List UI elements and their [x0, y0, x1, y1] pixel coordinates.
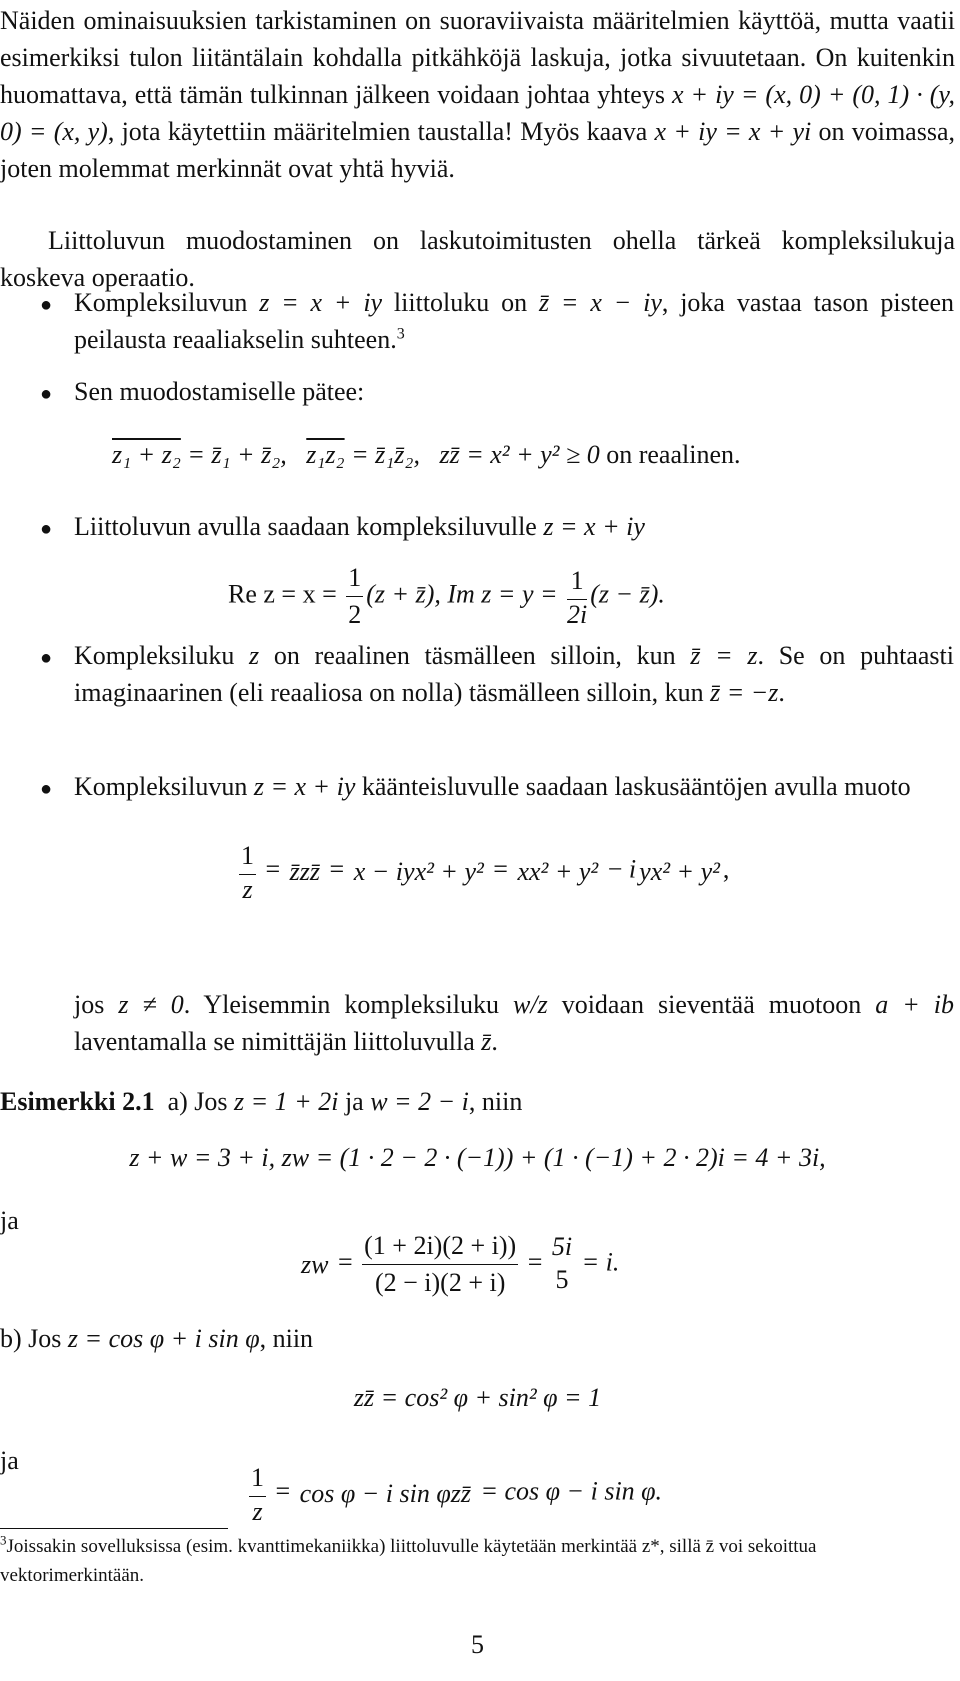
math-inline: z̄ [481, 1027, 492, 1056]
list-item-real-imaginary [74, 637, 954, 711]
math-inline: x + iy = (x, 0) + (0, 1) · (y, 0) = (x, y) [0, 80, 955, 146]
fraction: $\frac{1}{2i}$ [567, 563, 587, 630]
bullet-icon: ● [40, 383, 53, 405]
text-run: ja [338, 1087, 371, 1116]
bullet-icon: ● [40, 518, 53, 540]
math-inline: w/z [513, 990, 548, 1019]
example-heading-line [0, 1083, 955, 1120]
footnote-marker: 3 [0, 1532, 7, 1548]
math-term: zz̄ = x² + y² ≥ 0 [439, 440, 600, 469]
fraction: $\frac{(1 + 2i)(2 + i))}{(2 - i)(2 + i)}$ [362, 1228, 518, 1301]
connector-ja: ja [0, 1446, 19, 1475]
bullet-icon: ● [40, 647, 53, 669]
text-run: . [491, 1027, 498, 1056]
list-item-conjugate [74, 284, 954, 358]
text-run: käänteisluvulle saadaan laskusääntöjen avulla muoto [355, 772, 911, 801]
text-run: jos [74, 990, 119, 1019]
text-run: on voimassa, joten molemmat merkinnät ovat yhtä hyviä. [0, 117, 955, 183]
fraction: $\frac{1}{z}$ [249, 1460, 266, 1527]
fraction: xx² + y² [517, 856, 599, 886]
footnote-text: Joissakin sovelluksissa (esim. kvanttimekaniikka) liittoluvulle käytetään merkintää z*, sillä z̄ voi sekoittua vektorimerkintään. [0, 1536, 817, 1586]
text-run: Kompleksiluvun [74, 772, 254, 801]
math-term: z₁ + z₂ [112, 440, 181, 469]
text-run: on reaalinen. [599, 440, 741, 469]
text-run: , niin [468, 1087, 523, 1116]
list-item-re-im [74, 508, 954, 545]
math-term: Re z = x = [228, 579, 344, 609]
math-inline: z = 1 + 2i [234, 1087, 339, 1116]
fraction: zw [301, 1249, 329, 1279]
text-run: . [778, 678, 785, 707]
fraction: $\frac{1}{z}$ [239, 838, 256, 905]
math-inline: z ≠ 0 [118, 990, 184, 1019]
math-term: (z − z̄). [590, 579, 665, 609]
text-run: , jota käytettiin määritelmien taustalla! Myös kaava [107, 117, 655, 146]
text-run: , joka vastaa tason pisteen peilausta reaaliakselin suhteen. [74, 288, 954, 354]
fraction: yx² + y² [639, 856, 720, 886]
equation-example-a1: z + w = 3 + i, zw = (1 · 2 − 2 · (−1)) + (1 · (−1) + 2 · 2)i = 4 + 3i, [129, 1143, 826, 1172]
math-inline: z = x + iy [259, 288, 383, 317]
footnote-marker: 3 [396, 325, 405, 343]
math-term: = z̄₁ + z̄₂, [180, 440, 287, 469]
text-run: . Se on puhtaasti imaginaarinen (eli reaaliosa on nolla) täsmälleen silloin, kun [74, 641, 954, 707]
connector-ja: ja [0, 1206, 19, 1235]
text-run: a) Jos [167, 1087, 235, 1116]
math-inline: z̄ = −z [710, 678, 779, 707]
text-run: . Yleisemmin kompleksiluku [183, 990, 513, 1019]
fraction: z̄zz̄ [289, 856, 321, 886]
text-run: , niin [259, 1324, 314, 1353]
math-inline: z̄ = z [690, 641, 758, 670]
fraction: cos φ − i sin φzz̄ [299, 1478, 471, 1508]
page-number: 5 [471, 1630, 484, 1659]
equation-example-b2: $\frac{1}{z} = \cos \varphi - i$ sin φzz̄ = cos φ − i sin φ. [246, 1460, 662, 1527]
math-inline: a + ib [875, 990, 955, 1019]
fraction: 5i 5 [551, 1231, 573, 1294]
math-inline: z = x + iy [253, 772, 356, 801]
fraction: x − iyx² + y² [353, 856, 484, 886]
text-run: laventamalla se nimittäjän liittoluvulla [74, 1027, 482, 1056]
intro-paragraph-1 [0, 2, 955, 187]
math-term: = z̄₁z̄₂, [344, 440, 420, 469]
text-run: on reaalinen täsmälleen silloin, kun [259, 641, 691, 670]
bullet-icon: ● [40, 778, 53, 800]
math-inline: x + iy = x + yi [654, 117, 812, 146]
equation-example-b1: zz̄ = cos² φ + sin² φ = 1 [353, 1383, 602, 1412]
math-term: z₁z₂ [306, 440, 345, 469]
math-inline: z̄ = x − iy [538, 288, 662, 317]
example-title: Esimerkki 2.1 [0, 1087, 155, 1116]
text-run: Kompleksiluku [74, 641, 250, 670]
list-item-inverse [74, 768, 954, 805]
example-b-line [0, 1320, 955, 1357]
text-run: b) Jos [0, 1324, 68, 1353]
math-inline: z [249, 641, 260, 670]
text-run: Näiden ominaisuuksien tarkistaminen on suoraviivaista määritelmien käyttöä, mutta vaatii esimerkiksi tulon liitäntälain kohdalla pitkähköjä laskuja, jotka sivuutetaan. On kuitenkin huomattava, että tämän tulkinnan jälkeen voidaan johtaa yhteys [0, 6, 955, 109]
equation-re-im [228, 560, 665, 633]
math-inline: z = x + iy [543, 512, 645, 541]
equation-example-a2: zw = $\frac{(1 + 2i)(2 + i))}{(2 - i)(2 + i)}$ = 5i 5 = i. [298, 1228, 619, 1301]
math-inline: w = 2 − i [370, 1087, 469, 1116]
text-run: liittoluku on [382, 288, 539, 317]
intro-paragraph-2: Liittoluvun muodostaminen on laskutoimitusten ohella tärkeä kompleksilukuja koskeva operaatio. [0, 226, 955, 292]
footnote [0, 1532, 955, 1590]
footnote-rule [0, 1528, 228, 1529]
math-inline: z = cos φ + i sin φ [67, 1324, 260, 1353]
text-run: Liittoluvun avulla saadaan kompleksiluvulle [74, 512, 544, 541]
text-run: voidaan sieventää muotoon [547, 990, 876, 1019]
fraction: $\frac{1}{2}$ [346, 560, 363, 633]
list-item-inverse-cont [74, 986, 954, 1060]
equation-conjugate-rules [112, 440, 740, 470]
list-item-properties: Sen muodostamiselle pätee: [74, 377, 365, 406]
math-term: (z + z̄), Im z = y = [366, 579, 565, 609]
bullet-icon: ● [40, 294, 53, 316]
text-run: Kompleksiluvun [74, 288, 260, 317]
equation-inverse: $\frac{1}{z}$ = z̄zz̄ = x − iyx² + y² = xx² + y² − i yx² + y² , [236, 838, 729, 905]
